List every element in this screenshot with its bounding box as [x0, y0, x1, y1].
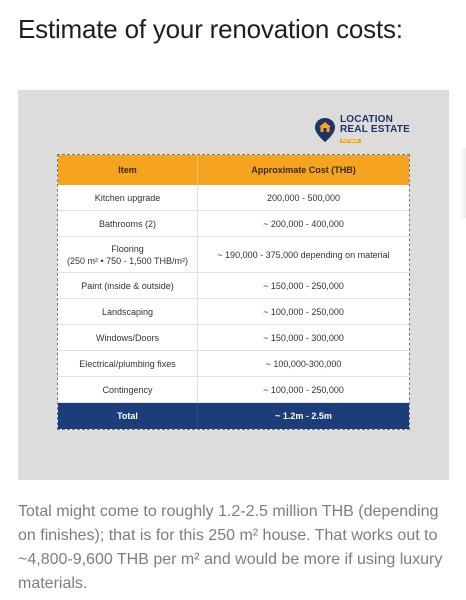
table-total-row [58, 403, 409, 429]
row-item: Bathrooms (2) [58, 211, 198, 236]
row-cost: ~ 190,000 - 375,000 depending on material [217, 249, 390, 260]
row-item: Windows/Doors [58, 325, 198, 350]
row-item: Kitchen upgrade [58, 185, 198, 210]
row-item: Landscaping [58, 299, 198, 324]
row-item [58, 237, 198, 272]
scroll-edge-shadow [459, 148, 466, 218]
row-cost: ~ 200,000 - 400,000 [263, 218, 344, 229]
table-row [58, 237, 409, 273]
location-pin-icon [314, 117, 336, 143]
cost-table [57, 154, 410, 430]
total-label: Total [58, 403, 198, 429]
summary-paragraph: Total might come to roughly 1.2-2.5 million THB (depending on finishes); that is for this 250 m² house. That works out to ~4,800-9,600 THB per m² and would be more if using luxury materials. [18, 503, 443, 592]
header-cost: Approximate Cost (THB) [251, 165, 356, 175]
row-item: Paint (inside & outside) [58, 273, 198, 298]
company-logo [314, 115, 414, 145]
table-row [58, 273, 409, 299]
logo-tag: PATTAYA [342, 139, 359, 143]
page-heading: Estimate of your renovation costs: [18, 14, 403, 44]
header-item: Item [58, 155, 198, 185]
row-cost: ~ 100,000 - 250,000 [263, 384, 344, 395]
row-cost: ~ 150,000 - 300,000 [263, 332, 344, 343]
row-cost: 200,000 - 500,000 [266, 192, 341, 203]
logo-wordmark [340, 115, 420, 145]
table-row [58, 351, 409, 377]
table-row [58, 377, 409, 403]
logo-line-2: REAL ESTATE [340, 124, 410, 135]
row-item: Contingency [58, 377, 198, 402]
total-cost: ~ 1.2m - 2.5m [275, 411, 332, 421]
table-row [58, 185, 409, 211]
table-row [58, 211, 409, 237]
row-cost: ~ 100,000 - 250,000 [263, 306, 344, 317]
logo-line-1: LOCATION [340, 114, 394, 125]
table-header-row [58, 155, 409, 185]
row-cost: ~ 100,000-300,000 [265, 358, 342, 369]
estimate-image [18, 90, 449, 480]
table-row [58, 325, 409, 351]
row-item: Electrical/plumbing fixes [58, 351, 198, 376]
table-row [58, 299, 409, 325]
row-item-detail: (250 m² • 750 - 1,500 THB/m²) [66, 255, 189, 266]
row-cost: ~ 150,000 - 250,000 [263, 280, 344, 291]
row-item-label: Flooring [111, 243, 144, 254]
